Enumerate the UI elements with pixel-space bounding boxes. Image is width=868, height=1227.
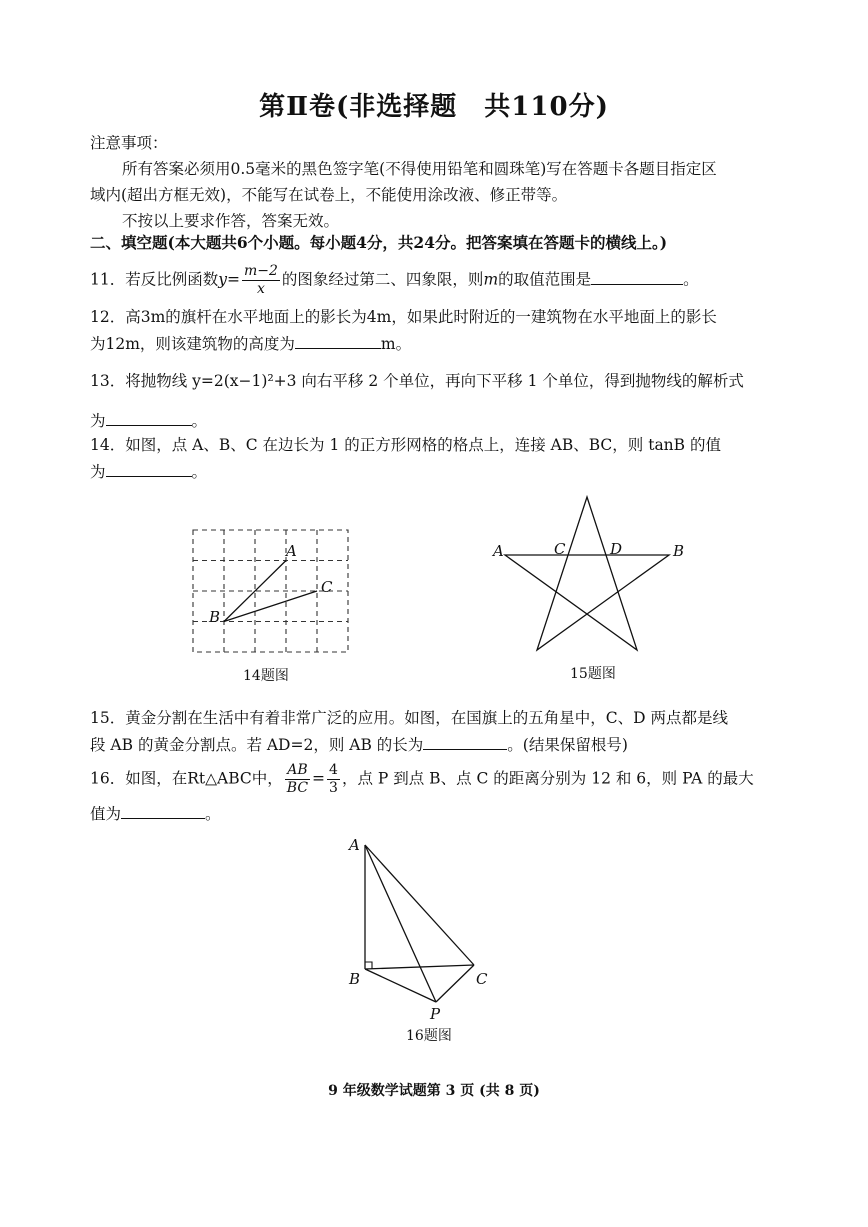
fig15-label-a: A: [493, 542, 504, 560]
figure-15-star: [488, 488, 698, 663]
page-title: 第Ⅱ卷(非选择题 共110分): [259, 92, 609, 122]
notice-line-2: 域内(超出方框无效)，不能写在试卷上，不能使用涂改液、修正带等。: [90, 186, 568, 204]
q12-text-a: 为12m，则该建筑物的高度为: [90, 335, 295, 353]
q13-end: 。: [191, 412, 208, 430]
q16-text-a: 16．如图，在Rt△ABC中，: [90, 769, 283, 788]
q11-eq: =: [227, 270, 240, 289]
figure-16-caption: 16题图: [406, 1028, 452, 1044]
notice-line-1: 所有答案必须用0.5毫米的黑色签字笔(不得使用铅笔和圆珠笔)写在答题卡各题目指定区: [122, 160, 717, 178]
q14-end: 。: [191, 463, 208, 481]
q16-eq: =: [312, 769, 326, 788]
q13-text-a: 为: [90, 412, 106, 430]
q11-denominator: x: [257, 281, 265, 297]
question-13-line-1: 13．将抛物线 y=2(x−1)²+3 向右平移 2 个单位，再向下平移 1 个单位，得到抛物线的解析式: [90, 372, 744, 390]
q16-numerator-2: 4: [329, 762, 338, 778]
fig16-label-b: B: [349, 970, 361, 988]
q15-answer-blank[interactable]: [423, 731, 507, 750]
q15-text-a: 段 AB 的黄金分割点。若 AD=2，则 AB 的长为: [90, 736, 424, 754]
q16-end: 。: [205, 805, 221, 823]
figure-14-grid: [180, 520, 360, 665]
q16-text-b: ，点 P 到点 B、点 C 的距离分别为 12 和 6，则 PA 的最大: [341, 769, 754, 788]
notice-line-3: 不按以上要求作答，答案无效。: [122, 212, 340, 230]
fig16-label-p: P: [430, 1005, 441, 1023]
q11-text-b: 的图象经过第二、四象限，则: [281, 270, 484, 289]
q11-m: m: [483, 270, 499, 289]
question-13-line-2: [90, 407, 207, 434]
figure-15-caption: 15题图: [570, 666, 616, 682]
triangle-lines: [365, 845, 474, 1002]
q16-answer-blank[interactable]: [121, 800, 205, 819]
segment-bc: [224, 591, 317, 622]
q11-end: 。: [683, 270, 699, 289]
question-16-line-1: [90, 762, 754, 797]
question-16-line-2: [90, 800, 221, 827]
right-angle-mark: [365, 962, 372, 969]
fig15-label-b: B: [673, 542, 685, 560]
q16-denominator-2: 3: [329, 780, 338, 796]
q16-text-c: 值为: [90, 805, 122, 823]
question-14-line-1: 14．如图，点 A、B、C 在边长为 1 的正方形网格的格点上，连接 AB、BC，则 tanB 的值: [90, 436, 721, 454]
q11-text-a: 11．若反比例函数: [90, 270, 219, 289]
star-outline: [505, 497, 669, 650]
fig15-label-d: D: [610, 540, 623, 558]
question-14-line-2: [90, 458, 207, 485]
q12-end: m。: [380, 335, 412, 353]
fig16-label-c: C: [476, 970, 488, 988]
q11-y: y: [218, 270, 227, 289]
question-11: [90, 263, 699, 298]
figure-16-triangle: [330, 830, 510, 1025]
fig14-label-c: C: [321, 578, 333, 596]
q11-fraction: [242, 263, 280, 298]
page-footer: 9 年级数学试题第 3 页 (共 8 页): [328, 1083, 540, 1099]
fig14-label-a: A: [286, 542, 297, 560]
question-12-line-2: [90, 330, 411, 357]
q11-text-c: 的取值范围是: [498, 270, 592, 289]
q16-denominator: BC: [286, 780, 309, 796]
q16-fraction-value: [327, 762, 340, 797]
q13-answer-blank[interactable]: [106, 407, 192, 426]
q14-text-a: 为: [90, 463, 106, 481]
q15-end: 。(结果保留根号): [507, 736, 628, 754]
fig15-label-c: C: [554, 540, 566, 558]
q16-fraction-ratio: [285, 762, 310, 797]
q14-answer-blank[interactable]: [106, 458, 192, 477]
section-heading: 二、填空题(本大题共6个小题。每小题4分，共24分。把答案填在答题卡的横线上。): [90, 233, 668, 252]
q11-numerator: m−2: [244, 263, 278, 279]
fig16-label-a: A: [349, 836, 360, 854]
question-12-line-1: 12．高3m的旗杆在水平地面上的影长为4m，如果此时附近的一建筑物在水平地面上的影长: [90, 308, 717, 326]
fig14-label-b: B: [209, 608, 221, 626]
notice-heading: 注意事项：: [90, 134, 168, 152]
q11-answer-blank[interactable]: [591, 266, 683, 285]
question-15-line-2: [90, 731, 628, 758]
q16-numerator: AB: [285, 762, 310, 780]
q12-answer-blank[interactable]: [295, 330, 381, 349]
question-15-line-1: 15．黄金分割在生活中有着非常广泛的应用。如图，在国旗上的五角星中，C、D 两点都是线: [90, 709, 728, 727]
figure-14-caption: 14题图: [243, 668, 289, 684]
